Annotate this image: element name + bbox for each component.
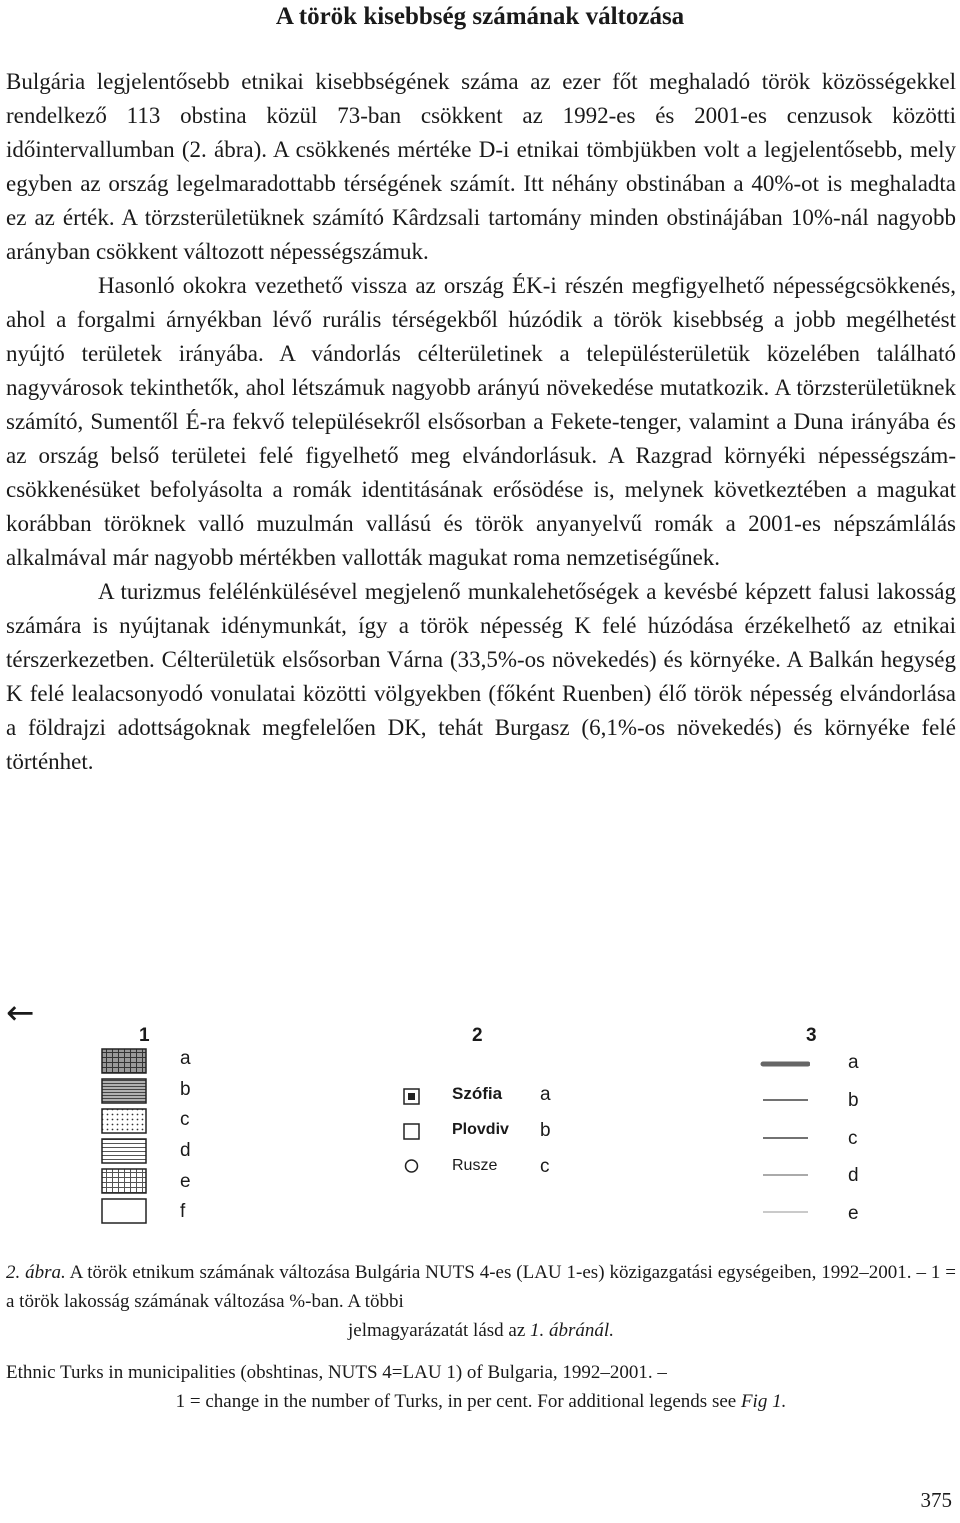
legend-2-label-b: b bbox=[540, 1120, 551, 1141]
left-arrow-icon: ← bbox=[6, 993, 35, 1033]
figure-reference: 2. ábra. bbox=[6, 1262, 66, 1283]
caption-hu-line3-ref: 1. ábránál. bbox=[530, 1320, 614, 1341]
caption-en-text: Ethnic Turks in municipalities (obshtinas, NUTS 4=LAU 1) of Bulgaria, 1992–2001. – bbox=[6, 1362, 667, 1383]
swatch-d bbox=[102, 1139, 146, 1163]
caption-hu-line3-text: jelmagyarázatát lásd az bbox=[348, 1320, 531, 1341]
legend-3-label-c: c bbox=[848, 1128, 858, 1149]
legend-1-label-c: c bbox=[180, 1109, 190, 1130]
city-circle-icon bbox=[406, 1160, 418, 1172]
legend-3-label-d: d bbox=[848, 1165, 859, 1186]
paragraph-2: Hasonló okokra vezethető vissza az ország ÉK-i részén megfigyelhető népességcsökkenés, ahol a forgalmi árnyékban lévő rurális térségekből húzódik a török kisebbség a jobb megélhetést nyújtó területek irányába. A vándorlás célterületinek a településterületük közelében található nagyvárosok tekinthetők, ahol létszámuk nagyobb arányú növekedése mutatkozik. A törzsterületüknek számító, Sumentől É-ra fekvő településekről elsősorban a Fekete-tenger, valamint a Duna irányába és az ország belső területei felé figyelhető meg elvándorlásuk. A Razgrad környéki népességszám-csökkenésüket befolyásolta a romák identitásának erősödése is, melynek következtében a magukat korábban töröknek valló muzulmán vallású és török anyanyelvű romák a 2001-es népszámlálás alkalmával már nagyobb mértékben vallották magukat roma nemzetiségűnek. bbox=[6, 273, 956, 570]
legend-1-label-e: e bbox=[180, 1171, 191, 1192]
swatch-f bbox=[102, 1199, 146, 1223]
paragraph-1: Bulgária legjelentősebb etnikai kisebbségének száma az ezer főt meghaladó török közösségekkel rendelkező 113 obstina közül 73-ban csökkent az 1992-es és 2001-es cenzusok közötti időintervallumban (2. ábra). A csökkenés mértéke D-i etnikai tömbjükben volt a legjelentősebb, mely egyben az ország legelmaradottabb térségének számít. Itt néhány obstinában a 40%-ot is meghaladta ez az érték. A törzsterületüknek számító Kârdzsali tartomány minden obstinájában 10%-nál nagyobb arányban csökkent változott népességszámuk. bbox=[6, 69, 956, 264]
city-rusze: Rusze bbox=[452, 1157, 498, 1174]
map-legend bbox=[0, 993, 960, 1240]
legend-swatches bbox=[100, 1047, 148, 1225]
legend-3-label-b: b bbox=[848, 1090, 859, 1111]
caption-hu-line3 bbox=[6, 1316, 956, 1345]
city-symbols bbox=[402, 1086, 424, 1176]
legend-1-label-b: b bbox=[180, 1079, 191, 1100]
legend-group-3-heading: 3 bbox=[806, 1025, 817, 1046]
city-sofia: Szófia bbox=[452, 1084, 503, 1103]
legend-3-label-a: a bbox=[848, 1052, 859, 1073]
section-title: A török kisebbség számának változása bbox=[275, 3, 685, 30]
body-text bbox=[6, 65, 956, 779]
legend-2-label-a: a bbox=[540, 1084, 551, 1105]
figure-caption-hungarian bbox=[6, 1258, 956, 1345]
city-plovdiv: Plovdiv bbox=[452, 1121, 509, 1138]
caption-en-line2-ref: Fig 1. bbox=[740, 1391, 787, 1412]
caption-hu-text: A török etnikum számának változása Bulgária NUTS 4-es (LAU 1-es) közigazgatási egységeiben, 1992–2001. – 1 = a török lakosság számának változása %-ban. A többi bbox=[6, 1262, 956, 1312]
legend-2-label-c: c bbox=[540, 1156, 550, 1177]
swatch-e bbox=[102, 1169, 146, 1193]
paragraph-3: A turizmus felélénkülésével megjelenő munkalehetőségek a kevésbé képzett falusi lakosság számára is nyújtanak idénymunkát, így a török népesség K felé húzódása érzékelhető az etnikai térszerkezetben. Célterületük elsősorban Várna (33,5%-os növekedés) és környéke. A Balkán hegység K felé lealacsonyodó vonulatai közötti völgyekben (főként Ruenben) élő török népesség elvándorlása a földrajzi adottságoknak megfelelően DK, tehát Burgasz (6,1%-os növekedés) és környéke felé történhet. bbox=[6, 579, 956, 774]
page-number: 375 bbox=[920, 1488, 952, 1512]
legend-3-label-e: e bbox=[848, 1203, 859, 1224]
road-lines bbox=[760, 1052, 810, 1222]
large-city-icon bbox=[404, 1124, 419, 1139]
swatch-b bbox=[102, 1079, 146, 1103]
legend-group-1-heading: 1 bbox=[139, 1025, 150, 1046]
figure-caption-english bbox=[6, 1358, 956, 1416]
legend-1-label-a: a bbox=[180, 1048, 191, 1069]
swatch-a bbox=[102, 1049, 146, 1073]
legend-group-2-heading: 2 bbox=[472, 1025, 483, 1046]
caption-en-line2 bbox=[6, 1387, 956, 1416]
legend-1-label-f: f bbox=[180, 1201, 186, 1222]
legend-1-label-d: d bbox=[180, 1140, 191, 1161]
swatch-c bbox=[102, 1109, 146, 1133]
caption-en-line2-text: 1 = change in the number of Turks, in per cent. For additional legends see bbox=[175, 1391, 741, 1412]
